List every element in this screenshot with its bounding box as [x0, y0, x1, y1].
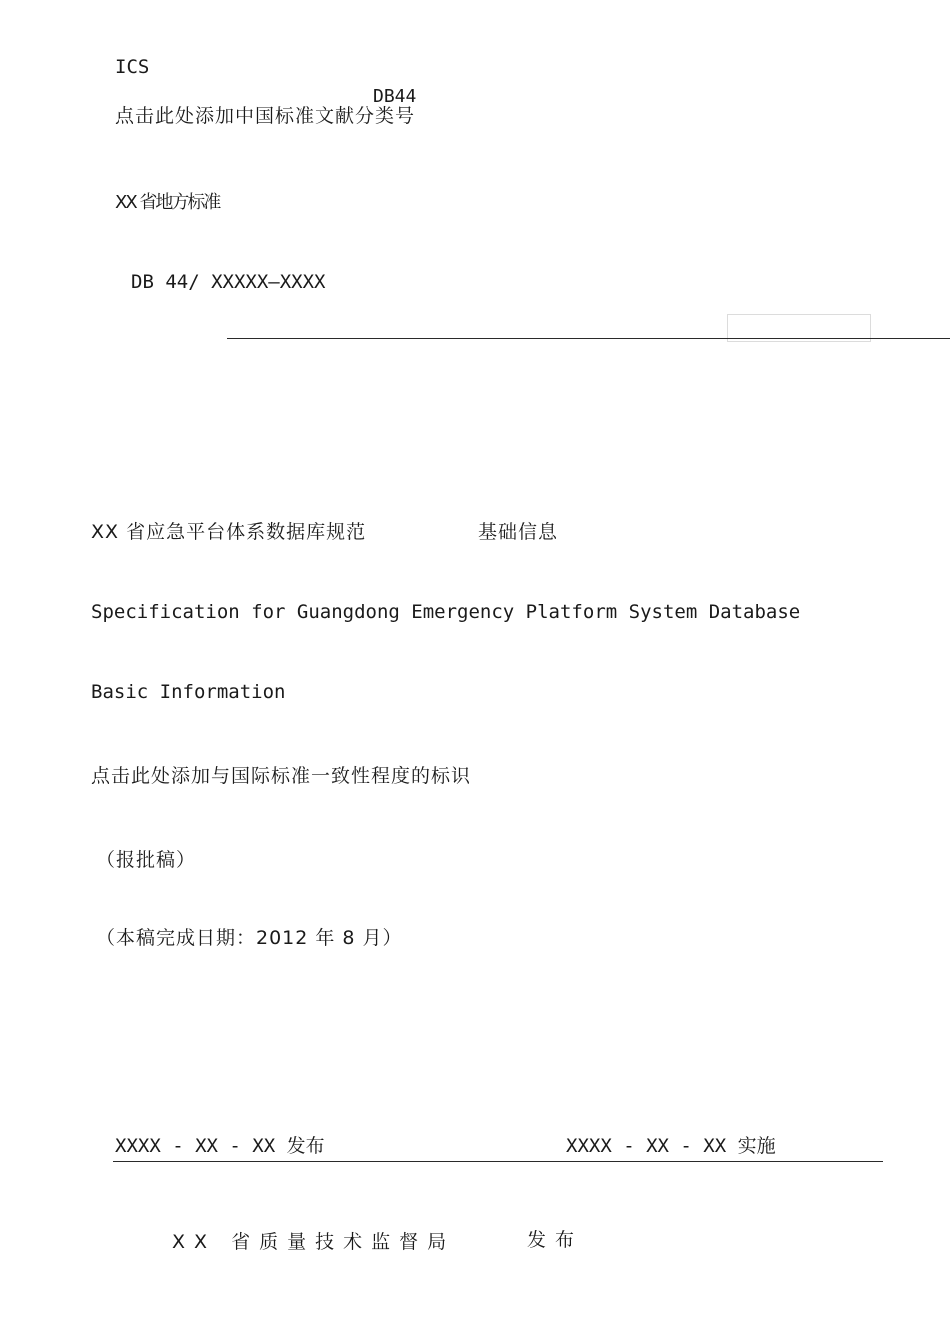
title-english-line2: Basic Information — [91, 681, 286, 703]
header-divider — [227, 338, 950, 339]
draft-status: （报批稿） — [96, 849, 197, 871]
local-standard-label: XX 省地方标准 — [115, 192, 220, 213]
implementation-date: XXXX - XX - XX 实施 — [566, 1135, 776, 1157]
issue-label: 发布 — [527, 1229, 584, 1251]
release-date: XXXX - XX - XX 发布 — [115, 1135, 325, 1157]
standard-number: DB 44/ XXXXX—XXXX — [131, 271, 326, 293]
international-consistency-placeholder[interactable]: 点击此处添加与国际标准一致性程度的标识 — [91, 765, 472, 787]
title-chinese-suffix: 基础信息 — [478, 521, 559, 543]
title-english-line1: Specification for Guangdong Emergency Platform System Database — [91, 601, 801, 623]
draft-completion-date: （本稿完成日期：2012 年 8 月） — [96, 927, 403, 949]
footer-divider — [113, 1161, 883, 1162]
ics-label: ICS — [115, 56, 150, 78]
issuing-authority: XX 省质量技术监督局 — [172, 1231, 456, 1253]
db-code: DB44 — [373, 86, 417, 107]
title-chinese: XX 省应急平台体系数据库规范 — [91, 521, 367, 543]
ccs-classification-placeholder[interactable]: 点击此处添加中国标准文献分类号 — [115, 105, 416, 127]
